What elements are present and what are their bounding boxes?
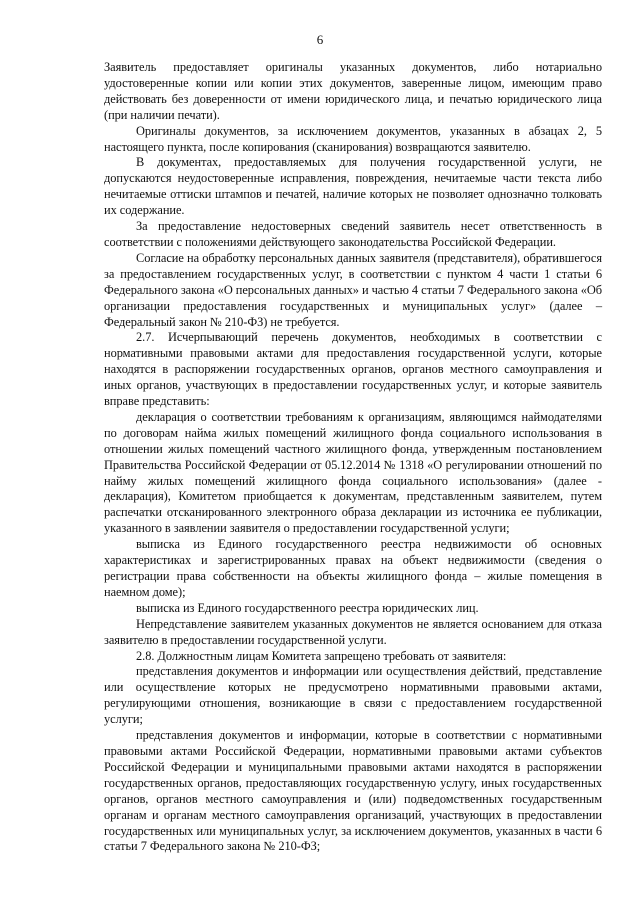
document-body [104,60,602,855]
paragraph-section-2-8: 2.8. Должностным лицам Комитета запрещено требовать от заявителя: [136,648,507,663]
paragraph-originals-returned: Оригиналы документов, за исключением документов, указанных в абзацах 2, 5 настоящего пункта, после копирования (сканирования) возвращаются заявителю. [104,123,602,154]
paragraph-section-2-7: 2.7. Исчерпывающий перечень документов, необходимых в соответствии с нормативными правовыми актами для предоставления государственной услуги, которые находятся в распоряжении государственных органов, органов местного самоуправления и иных органов, участвующих в предоставлении государственных услуг, и которые заявитель вправе представить: [104,330,602,409]
paragraph-prohibited-requirement-2: представления документов и информации, которые в соответствии с нормативными правовыми актами Российской Федерации, нормативными правовыми актами субъектов Российской Федерации и муниципальными правовыми актами находятся в распоряжении государственных органов, предоставляющих государственную услугу, иных государственных органов, органов местного самоуправления и (или) подведомственных государственным органам и органам местного самоуправления организаций, участвующих в предоставлении государственных или муниципальных услуг, за исключением документов, указанных в части 6 статьи 7 Федерального закона № 210-ФЗ; [104,728,602,854]
paragraph-legal-entities-extract-item: выписка из Единого государственного реестра юридических лиц. [136,600,479,615]
paragraph-declaration-item: декларация о соответствии требованиям к организациям, являющимся наймодателями по договорам найма жилых помещений жилищного фонда социального использования в отношении жилых помещений частного жилищного фонда, утвержденным постановлением Правительства Российской Федерации от 05.12.2014 № 1318 «О регулировании отношений по найму жилых помещений жилищного фонда социального использования» (далее - декларация), Комитетом приобщается к документам, представленным заявителем, путем распечатки отсканированного электронного образа декларации из источника ее публикации, указанного в заявлении заявителя о предоставлении государственной услуги; [104,409,602,536]
paragraph-prohibited-requirement-1: представления документов и информации или осуществления действий, представление или осуществление которых не предусмотрено нормативными правовыми актами, регулирующими отношения, возникающие в связи с предоставлением государственной услуги; [104,664,602,727]
paragraph-personal-data-consent: Согласие на обработку персональных данных заявителя (представителя), обратившегося за предоставлением государственных услуг, в соответствии с пунктом 4 части 1 статьи 6 Федерального закона «О персональных данных» и частью 4 статьи 7 Федерального закона «Об организации предоставления государственных и муниципальных услуг» (далее – Федеральный закон № 210-ФЗ) не требуется. [104,250,602,329]
paragraph-real-estate-extract-item: выписка из Единого государственного реестра недвижимости об основных характеристиках и зарегистрированных правах на объект недвижимости (сведения о регистрации права собственности на объекты жилищного фонда – жилые помещения в наемном доме); [104,537,602,599]
paragraph-originals-submission: Заявитель предоставляет оригиналы указанных документов, либо нотариально удостоверенные копии или копии этих документов, заверенные лицом, имеющим право действовать без доверенности от имени юридического лица, и печатью юридического лица (при наличии печати). [104,60,602,122]
paragraph-document-requirements: В документах, предоставляемых для получения государственной услуги, не допускаются неудостоверенные исправления, повреждения, нечитаемые части текста либо нечитаемые оттиски штампов и печатей, наличие которых не позволяет однозначно толковать их содержание. [104,155,602,218]
paragraph-non-submission: Непредставление заявителем указанных документов не является основанием для отказа заявителю в предоставлении государственной услуги. [104,616,602,647]
page-number: 6 [316,32,324,47]
paragraph-false-information-liability: За предоставление недостоверных сведений заявитель несет ответственность в соответствии с положениями действующего законодательства Российской Федерации. [104,219,602,249]
